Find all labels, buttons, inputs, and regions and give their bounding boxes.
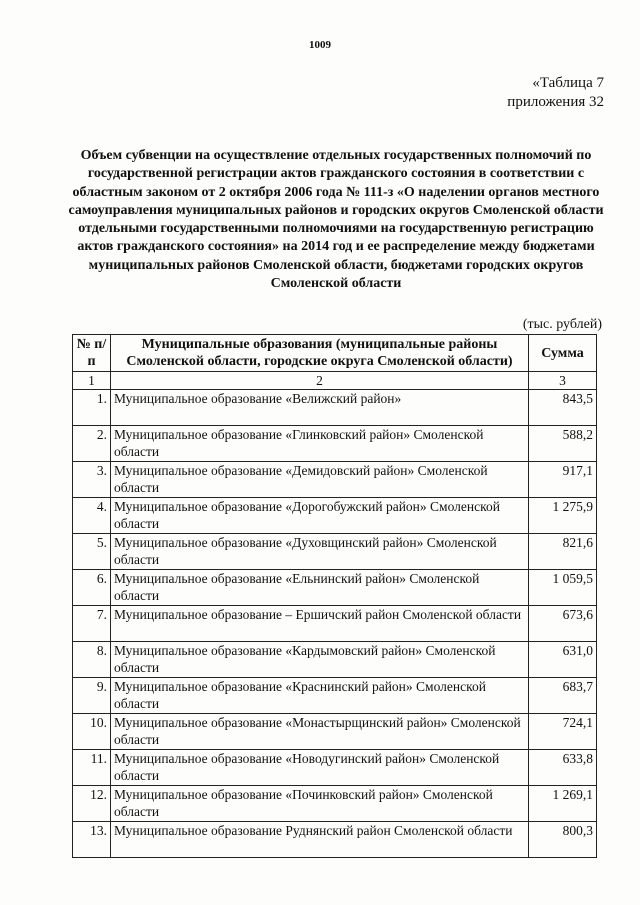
column-number: 2 <box>111 372 529 390</box>
row-municipality: Муниципальное образование «Монастырщинский район» Смоленской области <box>111 714 529 750</box>
unit-label: (тыс. рублей) <box>522 317 602 332</box>
row-sum: 1 059,5 <box>529 570 597 606</box>
row-municipality: Муниципальное образование «Демидовский район» Смоленской области <box>111 462 529 498</box>
column-number-row <box>73 372 597 390</box>
row-sum: 633,8 <box>529 750 597 786</box>
table-row <box>73 822 597 858</box>
row-municipality: Муниципальное образование «Новодугинский район» Смоленской области <box>111 750 529 786</box>
header-number: № п/п <box>73 335 111 372</box>
row-number: 1. <box>73 390 111 426</box>
column-number: 1 <box>73 372 111 390</box>
header-municipality: Муниципальные образования (муниципальные районы Смоленской области, городские округа Смоленской области) <box>111 335 529 372</box>
table-row <box>73 678 597 714</box>
row-municipality: Муниципальное образование «Глинковский район» Смоленской области <box>111 426 529 462</box>
row-number: 2. <box>73 426 111 462</box>
row-sum: 1 269,1 <box>529 786 597 822</box>
table-reference-line1: «Таблица 7 <box>532 75 604 91</box>
table-row <box>73 750 597 786</box>
table-reference <box>507 74 604 112</box>
row-sum: 673,6 <box>529 606 597 642</box>
table-row <box>73 498 597 534</box>
row-number: 4. <box>73 498 111 534</box>
row-municipality: Муниципальное образование «Дорогобужский район» Смоленской области <box>111 498 529 534</box>
row-municipality: Муниципальное образование – Ершичский район Смоленской области <box>111 606 529 642</box>
header-sum: Сумма <box>529 335 597 372</box>
row-number: 8. <box>73 642 111 678</box>
row-number: 11. <box>73 750 111 786</box>
row-municipality: Муниципальное образование «Починковский район» Смоленской области <box>111 786 529 822</box>
row-number: 9. <box>73 678 111 714</box>
row-sum: 724,1 <box>529 714 597 750</box>
row-sum: 917,1 <box>529 462 597 498</box>
row-municipality: Муниципальное образование «Духовщинский район» Смоленской области <box>111 534 529 570</box>
table-row <box>73 426 597 462</box>
table-row <box>73 390 597 426</box>
page-number: 1009 <box>309 39 331 51</box>
row-municipality: Муниципальное образование «Краснинский район» Смоленской области <box>111 678 529 714</box>
table-header-row <box>73 335 597 372</box>
row-number: 5. <box>73 534 111 570</box>
table-row <box>73 534 597 570</box>
row-sum: 683,7 <box>529 678 597 714</box>
subsidy-table <box>72 334 597 858</box>
row-sum: 843,5 <box>529 390 597 426</box>
row-number: 3. <box>73 462 111 498</box>
table-row <box>73 786 597 822</box>
row-number: 7. <box>73 606 111 642</box>
table-row <box>73 606 597 642</box>
row-municipality: Муниципальное образование «Ельнинский район» Смоленской области <box>111 570 529 606</box>
table-body <box>73 390 597 858</box>
table-row <box>73 462 597 498</box>
table-reference-line2: приложения 32 <box>507 94 604 110</box>
row-sum: 800,3 <box>529 822 597 858</box>
row-municipality: Муниципальное образование Руднянский район Смоленской области <box>111 822 529 858</box>
row-sum: 821,6 <box>529 534 597 570</box>
row-number: 6. <box>73 570 111 606</box>
table-row <box>73 570 597 606</box>
row-sum: 1 275,9 <box>529 498 597 534</box>
column-number: 3 <box>529 372 597 390</box>
row-number: 12. <box>73 786 111 822</box>
document-title: Объем субвенции на осуществление отдельных государственных полномочий по государственной регистрации актов гражданского состояния в соответствии с областным законом от 2 октября 2006 года № 111-з «О наделении органов местного самоуправления муниципальных районов и городских округов Смоленской области отдельными государственными полномочиями на государственную регистрацию актов гражданского состояния» на 2014 год и ее распределение между бюджетами муниципальных районов Смоленской области, бюджетами городских округов Смоленской области <box>68 148 604 292</box>
table-row <box>73 714 597 750</box>
row-municipality: Муниципальное образование «Велижский район» <box>111 390 529 426</box>
row-sum: 631,0 <box>529 642 597 678</box>
row-sum: 588,2 <box>529 426 597 462</box>
row-number: 13. <box>73 822 111 858</box>
table-row <box>73 642 597 678</box>
row-number: 10. <box>73 714 111 750</box>
row-municipality: Муниципальное образование «Кардымовский район» Смоленской области <box>111 642 529 678</box>
